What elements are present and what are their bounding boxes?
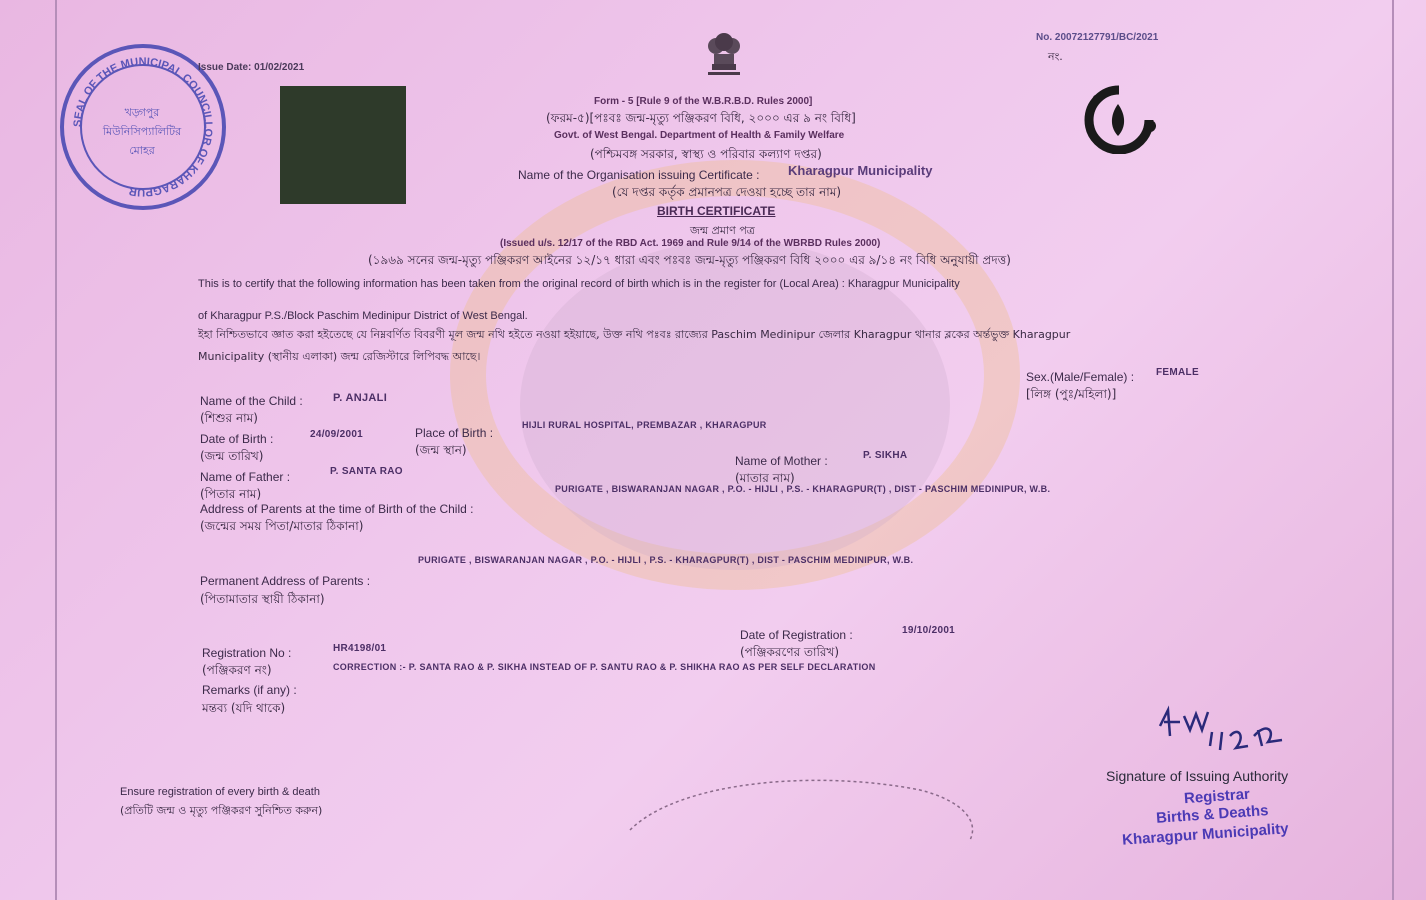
registration-date-label: Date of Registration : [740, 628, 853, 642]
registration-date-value: 19/10/2001 [902, 625, 956, 636]
certify-line-3-bn: ইহা নিশ্চিতভাবে জ্ঞাত করা হইতেছে যে নিম্নবর্ণিত বিবরণী মূল জন্ম নথি হইতে নওয়া হইয়াছে, উক্ত নথি পঃবঃ রাজ্যের Paschim Medinipur জেলার Kharagpur থানার ব্লকের অর্ন্তভুক্ত Kharagpur [198, 328, 1071, 341]
child-name-label-bn: (শিশুর নাম) [200, 411, 258, 425]
org-label: Name of the Organisation issuing Certificate : [518, 168, 760, 182]
issued-under-bn: (১৯৬৯ সনের জন্ম-মৃত্যু পঞ্জিকরণ আইনের ১২/১৭ ধারা এবং পঃবঃ জন্ম-মৃত্যু পঞ্জিকরণ বিধি ২০০০ এর ৯/১৪ নং বিধি অনুযায়ী প্রদত্ত) [368, 253, 1011, 267]
address-birth-value: PURIGATE , BISWARANJAN NAGAR , P.O. - HIJLI , P.S. - KHARAGPUR(T) , DIST - PASCHIM MEDINIPUR, W.B. [555, 484, 1051, 494]
seal-outer-text: SEAL OF THE MUNICIPAL COUNCILLOR OF KHARAGPUR [71, 55, 215, 199]
father-label-bn: (পিতার নাম) [200, 487, 262, 501]
certify-line-1: This is to certify that the following information has been taken from the original record of birth which is in the register for (Local Area) : Kharagpur Municipality [198, 278, 960, 290]
sex-label-bn: [লিঙ্গ (পুঃ/মহিলা)] [1026, 387, 1117, 401]
dob-label: Date of Birth : [200, 432, 274, 446]
mother-value: P. SIKHA [863, 450, 908, 461]
registration-no-label-bn: (পঞ্জিকরণ নং) [202, 663, 272, 677]
registration-no-value: HR4198/01 [333, 643, 387, 654]
stamp-registrar: Registrar [1183, 785, 1251, 808]
child-name-value: P. ANJALI [333, 392, 388, 404]
emblem-icon [700, 26, 748, 78]
pob-label: Place of Birth : [415, 426, 494, 440]
form-line-bn: (ফরম-৫)[পঃবঃ জন্ম-মৃত্যু পঞ্জিকরণ বিধি, ২০০০ এর ৯ নং বিধি] [546, 111, 856, 125]
seal-inner-text: খড়্গপুর মিউনিসিপ্যালিটির মোহর [102, 106, 182, 157]
ensure-registration-bn: (প্রতিটি জন্ম ও মৃত্যু পঞ্জিকরণ সুনিশ্চিত করুন) [120, 804, 323, 817]
faint-stamp-mark [620, 770, 990, 860]
registration-no-label: Registration No : [202, 646, 292, 660]
father-label: Name of Father : [200, 470, 291, 484]
mother-label-bn: (মাতার নাম) [735, 471, 795, 485]
mother-label: Name of Mother : [735, 454, 828, 468]
registration-date-label-bn: (পঞ্জিকরণের তারিখ) [740, 645, 840, 659]
certificate-title-bn: জন্ম প্রমাণ পত্র [690, 224, 755, 237]
certify-line-2: of Kharagpur P.S./Block Paschim Medinipur District of West Bengal. [198, 310, 528, 322]
form-line: Form - 5 [Rule 9 of the W.B.R.B.D. Rules 2000] [594, 96, 813, 107]
permanent-address-value: PURIGATE , BISWARANJAN NAGAR , P.O. - HIJLI , P.S. - KHARAGPUR(T) , DIST - PASCHIM MEDINIPUR, W.B. [418, 555, 914, 565]
issued-under: (Issued u/s. 12/17 of the RBD Act. 1969 and Rule 9/14 of the WBRBD Rules 2000) [500, 238, 881, 249]
certificate-number-bn: নং. [1048, 50, 1063, 63]
stamp-births-deaths: Births & Deaths [1155, 802, 1269, 827]
certify-line-4-bn: Municipality (স্থানীয় এলাকা) জন্ম রেজিস্টারে লিপিবদ্ধ আছে। [198, 350, 481, 363]
stamp-municipality: Kharagpur Municipality [1121, 820, 1290, 849]
municipality-logo-icon [1078, 84, 1160, 154]
address-birth-label: Address of Parents at the time of Birth of the Child : [200, 502, 474, 516]
father-value: P. SANTA RAO [330, 466, 403, 477]
ensure-registration: Ensure registration of every birth & death [120, 786, 320, 798]
pob-value: HIJLI RURAL HOSPITAL, PREMBAZAR , KHARAGPUR [522, 420, 767, 430]
govt-line: Govt. of West Bengal. Department of Health & Family Welfare [554, 130, 845, 141]
signature-label: Signature of Issuing Authority [1106, 768, 1289, 784]
permanent-address-label: Permanent Address of Parents : [200, 574, 371, 588]
certificate-title: BIRTH CERTIFICATE [657, 204, 776, 218]
permanent-address-label-bn: (পিতামাতার স্থায়ী ঠিকানা) [200, 592, 325, 606]
org-line-bn: (যে দপ্তর কর্তৃক প্রমানপত্র দেওয়া হচ্ছে তার নাম) [612, 185, 842, 199]
remarks-value: CORRECTION :- P. SANTA RAO & P. SIKHA INSTEAD OF P. SANTU RAO & P. SHIKHA RAO AS PER SELF DECLARATION [333, 662, 876, 672]
remarks-label-bn: মন্তব্য (যদি থাকে) [202, 701, 286, 715]
child-name-label: Name of the Child : [200, 394, 303, 408]
address-birth-label-bn: (জন্মের সময় পিতা/মাতার ঠিকানা) [200, 519, 364, 533]
handwritten-signature [1150, 696, 1310, 766]
sex-label: Sex.(Male/Female) : [1026, 370, 1135, 384]
issue-date: Issue Date: 01/02/2021 [198, 62, 305, 73]
pob-label-bn: (জন্ম স্থান) [415, 443, 467, 457]
dob-value: 24/09/2001 [310, 429, 364, 440]
sex-value: FEMALE [1156, 367, 1199, 378]
certificate-number: No. 20072127791/BC/2021 [1036, 32, 1159, 43]
govt-line-bn: (পশ্চিমবঙ্গ সরকার, স্বাস্থ্য ও পরিবার কল্যাণ দপ্তর) [590, 147, 822, 161]
org-value: Kharagpur Municipality [788, 163, 933, 178]
qr-code-icon [280, 86, 406, 204]
dob-label-bn: (জন্ম তারিখ) [200, 449, 264, 463]
remarks-label: Remarks (if any) : [202, 683, 297, 697]
